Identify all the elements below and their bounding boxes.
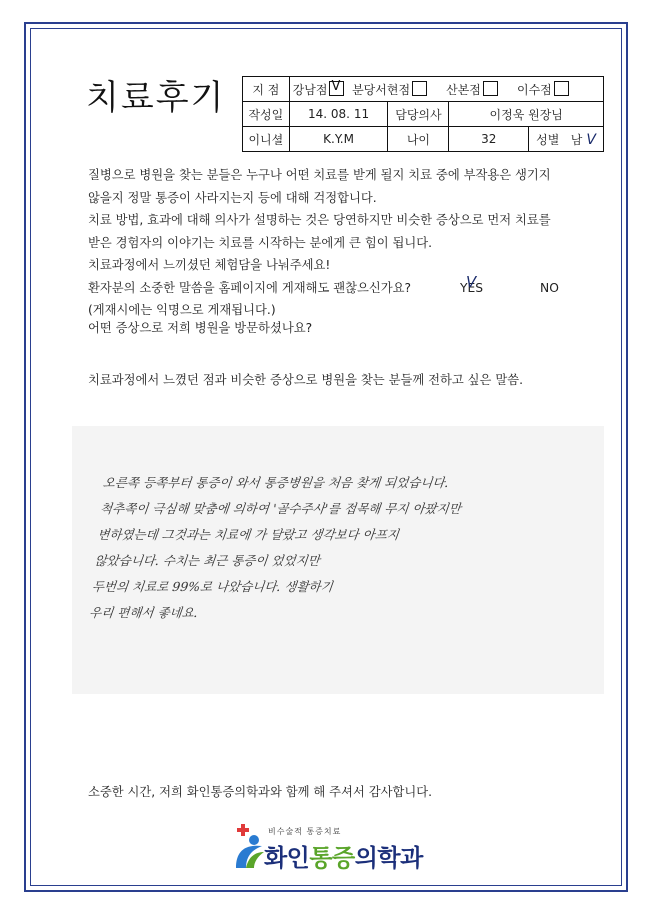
logo-tagline: 비수술적 통증치료 (268, 827, 342, 836)
checkbox[interactable] (554, 81, 569, 96)
checkbox[interactable] (412, 81, 427, 96)
gender-cell (529, 127, 604, 152)
consent-note: (게재시에는 익명으로 게재됩니다.) (88, 303, 276, 317)
doctor-label: 담당의사 (388, 102, 449, 127)
intro-line: 받은 경험자의 이야기는 치료를 시작하는 분에게 큰 힘이 됩니다. (88, 235, 433, 250)
branch-option-isu[interactable]: 이수점 (517, 83, 569, 97)
branch-option-sanbon[interactable]: 산본점 (446, 83, 498, 97)
info-table (242, 76, 604, 152)
initial-value: K.Y.M (289, 127, 388, 152)
age-label: 나이 (388, 127, 449, 152)
logo-person-icon (232, 822, 268, 872)
gender-label: 성별 (536, 132, 560, 147)
handwritten-line: 않았습니다. 수치는 최근 통증이 었었지만 (93, 553, 321, 568)
symptom-question: 어떤 증상으로 저희 병원을 방문하셨나요? (88, 321, 313, 335)
consent-row (88, 277, 578, 300)
branch-label: 지 점 (243, 77, 290, 102)
handwritten-line: 오른쪽 등쪽부터 통증이 와서 통증병원을 처음 찾게 되었습니다. (102, 475, 450, 490)
age-value: 32 (449, 127, 529, 152)
handwritten-line: 변하였는데 그것과는 치료에 가 달랐고 생각보다 아프지 (96, 527, 400, 542)
advice-question: 치료과정에서 느꼈던 점과 비슷한 증상으로 병원을 찾는 분들께 전하고 싶은 말씀. (88, 373, 523, 387)
branch-options (289, 77, 603, 102)
check-mark-icon: V (586, 131, 596, 148)
checkbox[interactable] (483, 81, 498, 96)
checkbox-checked[interactable] (329, 81, 344, 96)
intro-line: 치료과정에서 느끼셨던 체험담을 나눠주세요! (88, 258, 331, 272)
page-title: 치료후기 (86, 78, 226, 118)
thanks-message: 소중한 시간, 저희 화인통증의학과와 함께 해 주셔서 감사합니다. (88, 785, 433, 799)
intro-line: 치료 방법, 효과에 대해 의사가 설명하는 것은 당연하지만 비슷한 증상으로 먼저 치료를 (88, 213, 551, 227)
date-label: 작성일 (243, 102, 290, 127)
initial-label: 이니셜 (243, 127, 290, 152)
handwritten-line: 척추쪽이 극심해 맞춤에 의하여 '골수주사'를 접목해 무지 아팠지만 (99, 501, 462, 516)
handwritten-line: 우리 편해서 좋네요. (88, 605, 199, 620)
date-value: 14. 08. 11 (289, 102, 388, 127)
intro-line: 않을지 정말 통증이 사라지는지 등에 대해 걱정합니다. (88, 190, 377, 205)
consent-no-option[interactable]: NO (540, 280, 559, 295)
branch-option-bundang[interactable]: 분당서현점 (352, 83, 427, 97)
handwritten-line: 두번의 치료로 99%로 나았습니다. 생활하기 (91, 579, 334, 594)
intro-line: 질병으로 병원을 찾는 분들은 누구나 어떤 치료를 받게 될지 치료 중에 부작용은 생기지 (88, 168, 551, 182)
intro-text (88, 164, 578, 322)
logo-name: 화인통증의학과 (264, 844, 423, 872)
consent-yes-option[interactable]: YES V (460, 277, 483, 300)
doctor-value: 이정욱 원장님 (449, 102, 604, 127)
handwritten-review (88, 470, 604, 626)
gender-value: 남 (570, 132, 583, 147)
branch-option-gangnam[interactable]: 강남점V (293, 83, 345, 97)
consent-question: 환자분의 소중한 말씀을 홈페이지에 게재해도 괜찮으신가요? (88, 280, 412, 295)
